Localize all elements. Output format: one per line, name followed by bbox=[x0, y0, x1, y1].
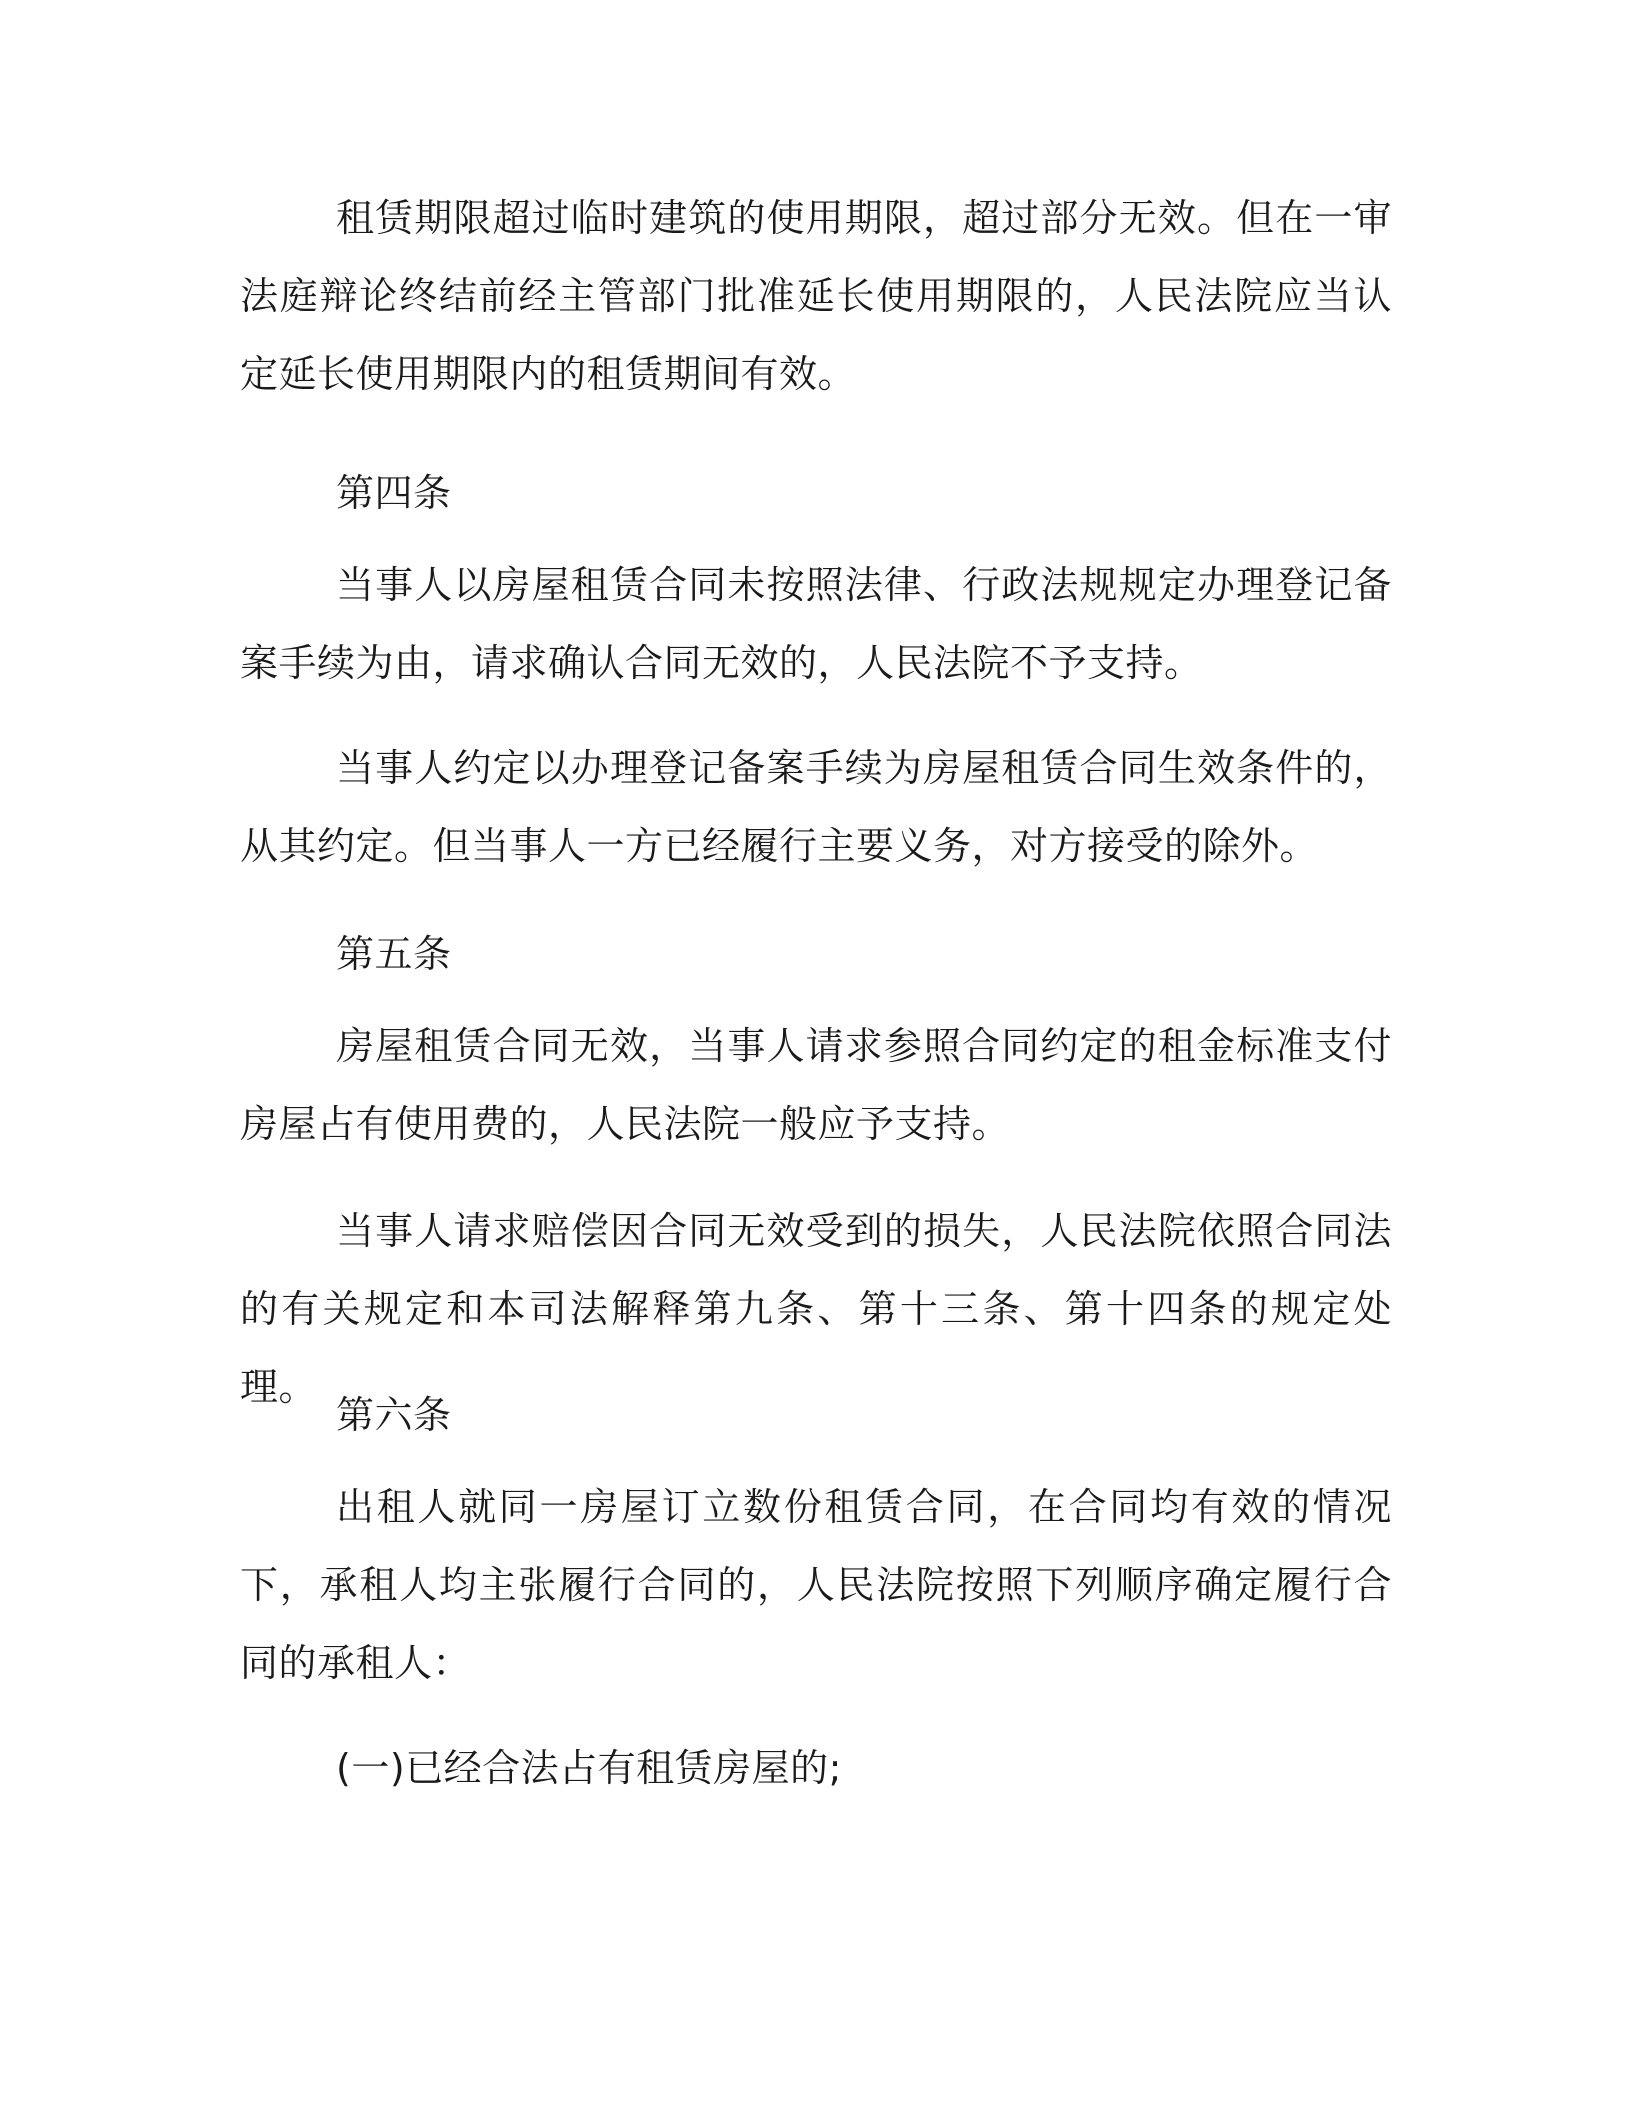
paragraph-occupancy-fee: 房屋租赁合同无效，当事人请求参照合同约定的租金标准支付房屋占有使用费的，人民法院一般应予支持。 bbox=[240, 1024, 1392, 1146]
article-6-heading: 第六条 bbox=[336, 1393, 452, 1437]
paragraph-compensation-loss: 当事人请求赔偿因合同无效受到的损失，人民法院依照合同法的有关规定和本司法解释第九条、第十三条、第十四条的规定处理。 bbox=[240, 1209, 1392, 1409]
list-item-lawful-possession: (一)已经合法占有租赁房屋的; bbox=[336, 1746, 842, 1790]
article-5-heading: 第五条 bbox=[336, 932, 452, 976]
paragraph-lease-term-temporary-building: 租赁期限超过临时建筑的使用期限，超过部分无效。但在一审法庭辩论终结前经主管部门批准延长使用期限的，人民法院应当认定延长使用期限内的租赁期间有效。 bbox=[240, 196, 1392, 396]
article-4-heading: 第四条 bbox=[336, 471, 452, 515]
paragraph-multiple-lease-contracts: 出租人就同一房屋订立数份租赁合同，在合同均有效的情况下，承租人均主张履行合同的，人民法院按照下列顺序确定履行合同的承租人： bbox=[240, 1485, 1392, 1685]
paragraph-effective-condition: 当事人约定以办理登记备案手续为房屋租赁合同生效条件的，从其约定。但当事人一方已经履行主要义务，对方接受的除外。 bbox=[240, 746, 1392, 868]
paragraph-registration-filing: 当事人以房屋租赁合同未按照法律、行政法规规定办理登记备案手续为由，请求确认合同无效的，人民法院不予支持。 bbox=[240, 563, 1392, 685]
